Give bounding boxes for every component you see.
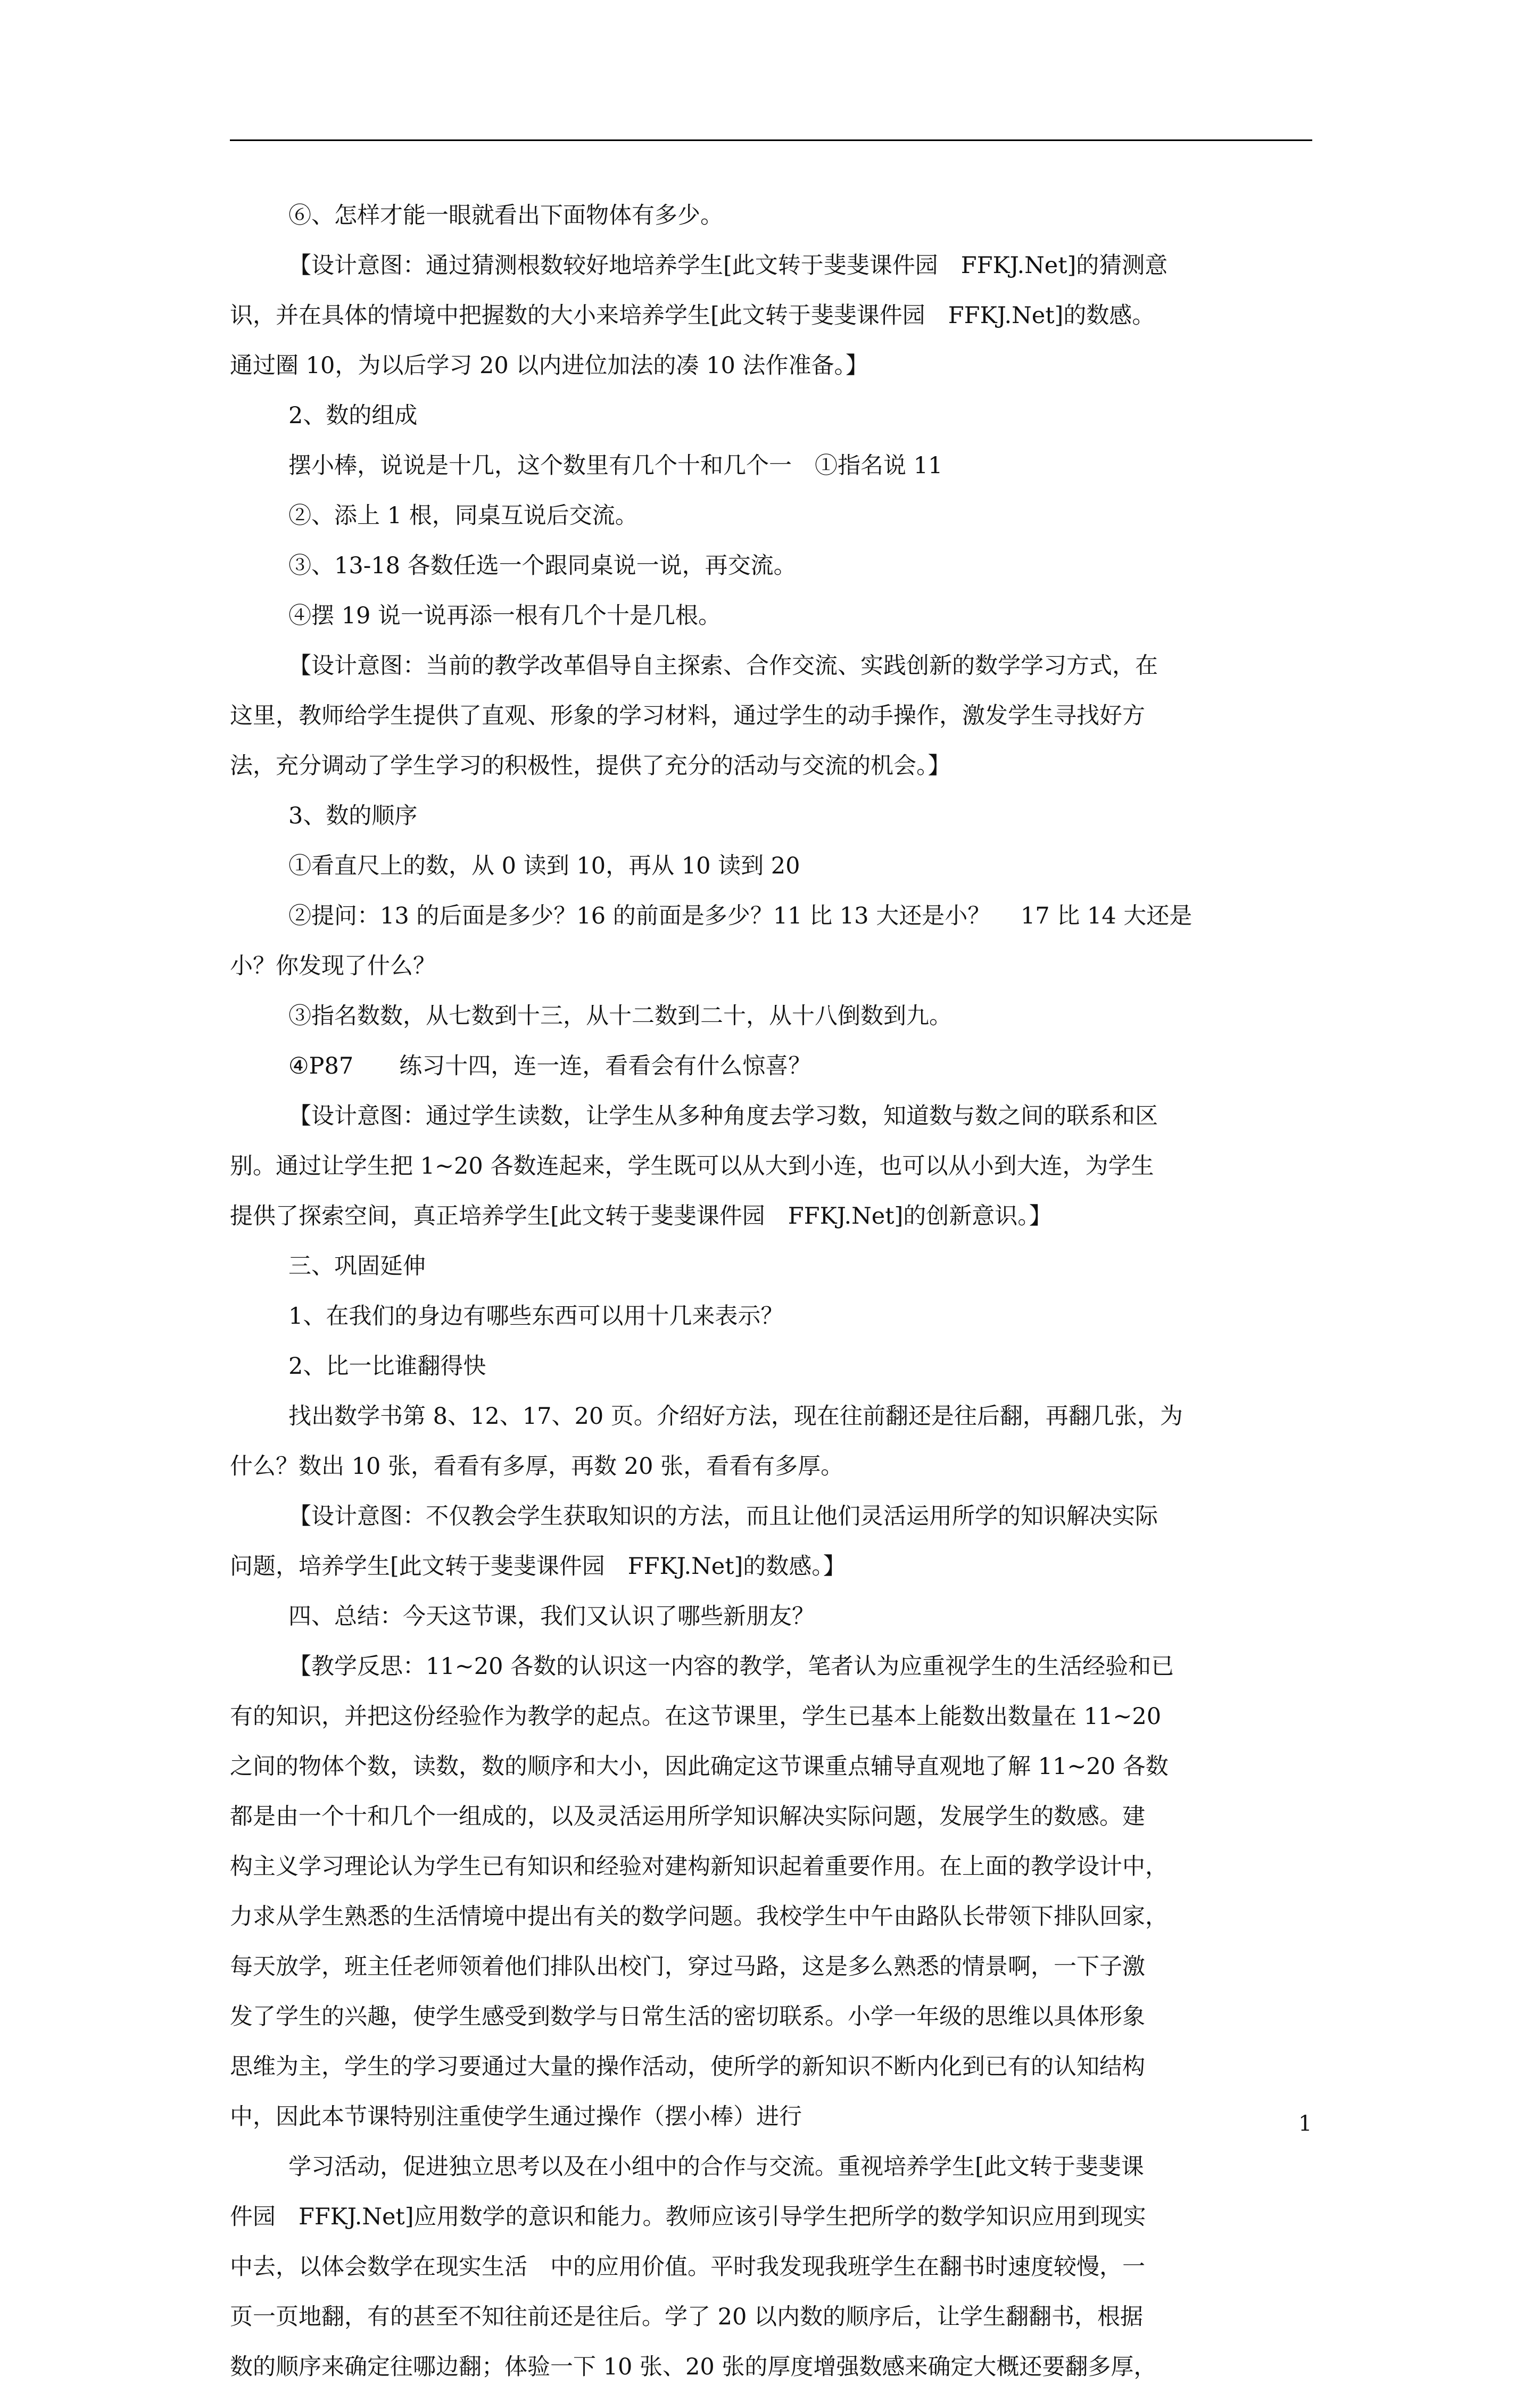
text-line: ④P87 练习十四，连一连，看看会有什么惊喜？ bbox=[288, 1053, 812, 1079]
text-line: 【教学反思：11~20 各数的认识这一内容的教学，笔者认为应重视学生的生活经验和已 bbox=[288, 1653, 1174, 1680]
text-line: 都是由一个十和几个一组成的，以及灵活运用所学知识解决实际问题，发展学生的数感。建 bbox=[230, 1803, 1145, 1830]
text-line: 构主义学习理论认为学生已有知识和经验对建构新知识起着重要作用。在上面的教学设计中， bbox=[230, 1853, 1168, 1880]
page-number: 1 bbox=[1298, 2111, 1312, 2136]
text-line: 这里，教师给学生提供了直观、形象的学习材料，通过学生的动手操作，激发学生寻找好方 bbox=[230, 703, 1145, 729]
text-line: ⑥、怎样才能一眼就看出下面物体有多少。 bbox=[288, 202, 723, 229]
text-line: 法，充分调动了学生学习的积极性，提供了充分的活动与交流的机会。】 bbox=[230, 753, 951, 779]
text-line: 中去，以体会数学在现实生活 中的应用价值。平时我发现我班学生在翻书时速度较慢，一 bbox=[230, 2254, 1145, 2280]
section-heading: 3、数的顺序 bbox=[288, 803, 418, 829]
text-line: 有的知识，并把这份经验作为教学的起点。在这节课里，学生已基本上能数出数量在 11~20 bbox=[230, 1703, 1162, 1730]
text-line: 件园 FFKJ.Net]应用数学的意识和能力。教师应该引导学生把所学的数学知识应用到现实 bbox=[230, 2204, 1146, 2230]
text-line: 识，并在具体的情境中把握数的大小来培养学生[此文转于斐斐课件园 FFKJ.Net]的数感。 bbox=[230, 302, 1155, 329]
text-line: 找出数学书第 8、12、17、20 页。介绍好方法，现在往前翻还是往后翻，再翻几张，为 bbox=[288, 1403, 1183, 1430]
text-line: 之间的物体个数，读数，数的顺序和大小，因此确定这节课重点辅导直观地了解 11~20 各数 bbox=[230, 1753, 1169, 1780]
text-line: 【设计意图：通过猜测根数较好地培养学生[此文转于斐斐课件园 FFKJ.Net]的猜测意 bbox=[288, 252, 1168, 279]
document-body bbox=[230, 191, 1312, 2392]
text-line: ③、13-18 各数任选一个跟同桌说一说，再交流。 bbox=[288, 552, 797, 579]
text-line: 什么？数出 10 张，看看有多厚，再数 20 张，看看有多厚。 bbox=[230, 1453, 844, 1480]
text-line: 别。通过让学生把 1~20 各数连起来，学生既可以从大到小连，也可以从小到大连，为学生 bbox=[230, 1153, 1154, 1179]
text-line: ④摆 19 说一说再添一根有几个十是几根。 bbox=[288, 603, 722, 629]
section-heading: 四、总结：今天这节课，我们又认识了哪些新朋友？ bbox=[288, 1603, 815, 1630]
text-line: ②提问：13 的后面是多少？16 的前面是多少？11 比 13 大还是小？ 17 比 14 大还是 bbox=[288, 903, 1193, 929]
text-line: 页一页地翻，有的甚至不知往前还是往后。学了 20 以内数的顺序后，让学生翻翻书，根据 bbox=[230, 2304, 1144, 2330]
text-line: ③指名数数，从七数到十三，从十二数到二十，从十八倒数到九。 bbox=[288, 1003, 952, 1029]
text-line: 通过圈 10，为以后学习 20 以内进位加法的凑 10 法作准备。】 bbox=[230, 352, 868, 379]
text-line: 力求从学生熟悉的生活情境中提出有关的数学问题。我校学生中午由路队长带领下排队回家， bbox=[230, 1903, 1168, 1930]
text-line: 1、在我们的身边有哪些东西可以用十几来表示？ bbox=[288, 1303, 784, 1330]
section-heading: 2、数的组成 bbox=[288, 402, 418, 429]
text-line: 问题，培养学生[此文转于斐斐课件园 FFKJ.Net]的数感。】 bbox=[230, 1553, 846, 1580]
text-line: 【设计意图：不仅教会学生获取知识的方法，而且让他们灵活运用所学的知识解决实际 bbox=[288, 1503, 1158, 1530]
text-line: 发了学生的兴趣，使学生感受到数学与日常生活的密切联系。小学一年级的思维以具体形象 bbox=[230, 2003, 1145, 2030]
text-line: 数的顺序来确定往哪边翻；体验一下 10 张、20 张的厚度增强数感来确定大概还要翻多厚， bbox=[230, 2354, 1157, 2380]
text-line: 小？你发现了什么？ bbox=[230, 953, 436, 979]
text-line: 【设计意图：通过学生读数，让学生从多种角度去学习数，知道数与数之间的联系和区 bbox=[288, 1103, 1158, 1129]
text-line: ②、添上 1 根，同桌互说后交流。 bbox=[288, 502, 638, 529]
text-line: 每天放学，班主任老师领着他们排队出校门，穿过马路，这是多么熟悉的情景啊，一下子激 bbox=[230, 1953, 1145, 1980]
text-line: 摆小棒，说说是十几，这个数里有几个十和几个一 ①指名说 11 bbox=[288, 452, 943, 479]
text-line: 中，因此本节课特别注重使学生通过操作（摆小棒）进行 bbox=[230, 2104, 802, 2130]
text-line: 【设计意图：当前的教学改革倡导自主探索、合作交流、实践创新的数学学习方式，在 bbox=[288, 653, 1158, 679]
text-line: 提供了探索空间，真正培养学生[此文转于斐斐课件园 FFKJ.Net]的创新意识。】 bbox=[230, 1203, 1052, 1230]
text-line: 2、比一比谁翻得快 bbox=[288, 1353, 486, 1380]
header-rule bbox=[230, 139, 1312, 141]
text-line: ①看直尺上的数，从 0 读到 10，再从 10 读到 20 bbox=[288, 853, 800, 879]
text-line: 思维为主，学生的学习要通过大量的操作活动，使所学的新知识不断内化到已有的认知结构 bbox=[230, 2053, 1145, 2080]
text-line: 学习活动，促进独立思考以及在小组中的合作与交流。重视培养学生[此文转于斐斐课 bbox=[288, 2154, 1144, 2180]
section-heading: 三、巩固延伸 bbox=[288, 1253, 426, 1280]
